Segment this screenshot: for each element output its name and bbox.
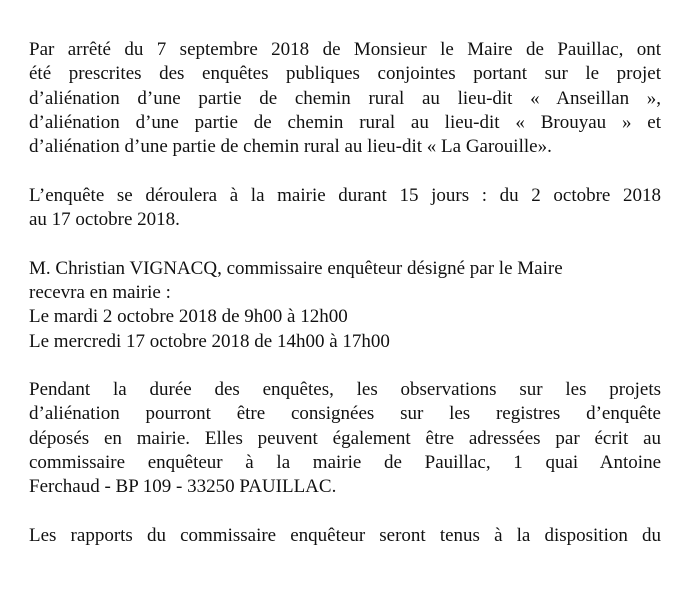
text-line: Pendant la durée des enquêtes, les observations sur les projets: [29, 379, 661, 401]
notice-document: [29, 38, 661, 573]
text-line: d’aliénation pourront être consignées sur les registres d’enquête: [29, 403, 661, 425]
paragraph-observations: [29, 378, 661, 499]
text-line: d’aliénation d’une partie de chemin rural au lieu-dit « Anseillan »,: [29, 87, 661, 109]
text-line: recevra en mairie :: [29, 281, 171, 303]
permanence-date: Le mercredi 17 octobre 2018 de 14h00 à 17h00: [29, 330, 390, 352]
text-line: Par arrêté du 7 septembre 2018 de Monsieur le Maire de Pauillac, ont: [29, 39, 661, 60]
permanence-date: Le mardi 2 octobre 2018 de 9h00 à 12h00: [29, 306, 348, 328]
paragraph-rapports: [29, 524, 661, 548]
text-line: d’aliénation d’une partie de chemin rural au lieu-dit « La Garouille».: [29, 136, 552, 158]
text-line: été prescrites des enquêtes publiques conjointes portant sur le projet: [29, 63, 661, 85]
text-line: L’enquête se déroulera à la mairie durant 15 jours : du 2 octobre 2018: [29, 184, 661, 206]
text-line: déposés en mairie. Elles peuvent également être adressées par écrit au: [29, 427, 661, 449]
paragraph-duree-enquete: [29, 184, 661, 233]
text-line: au 17 octobre 2018.: [29, 209, 180, 231]
paragraph-commissaire: [29, 257, 661, 354]
text-line: commissaire enquêteur à la mairie de Pauillac, 1 quai Antoine: [29, 452, 661, 474]
text-line: M. Christian VIGNACQ, commissaire enquêteur désigné par le Maire: [29, 257, 563, 279]
text-line: Les rapports du commissaire enquêteur seront tenus à la disposition du: [29, 524, 661, 546]
text-line: Ferchaud - BP 109 - 33250 PAUILLAC.: [29, 476, 337, 498]
paragraph-arrete: [29, 38, 661, 159]
text-line: d’aliénation d’une partie de chemin rural au lieu-dit « Brouyau » et: [29, 111, 661, 133]
